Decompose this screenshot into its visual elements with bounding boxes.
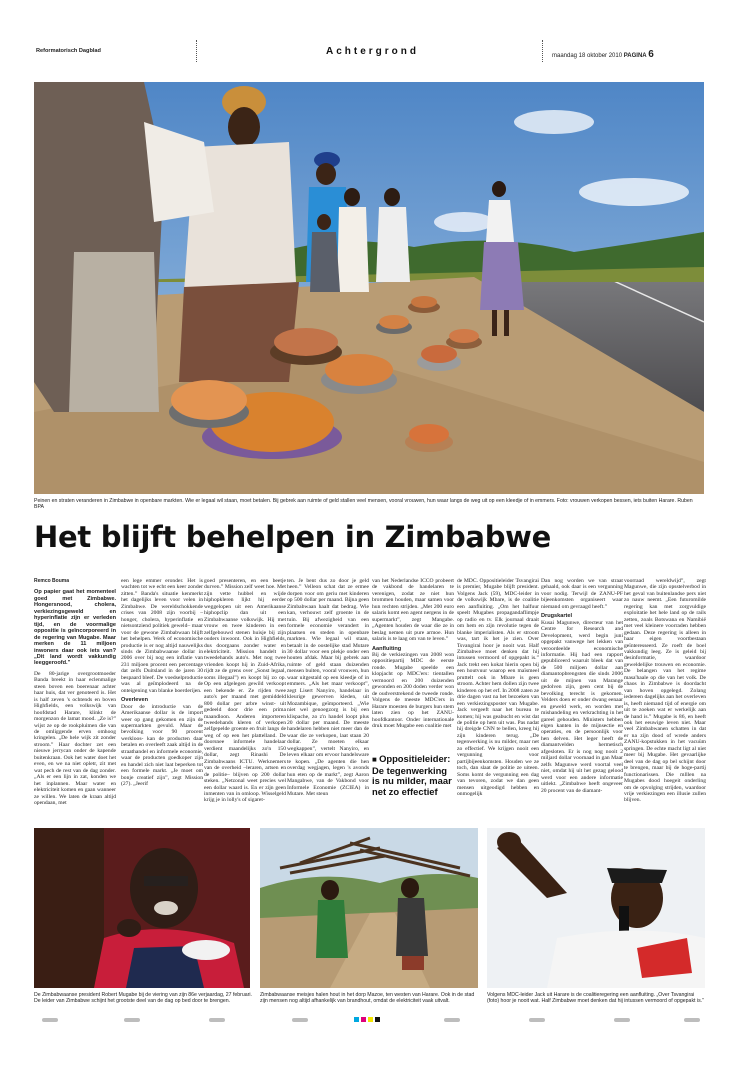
pull-quote-marker: ■ (372, 755, 380, 764)
article-headline: Het blijft behelpen in Zimbabwe (34, 520, 552, 554)
photo-firewood-caption: Zimbabwaanse meisjes halen hout in het dorp Mazoe, ten westen van Harare. Ook in de stad zijn mensen nog altijd afhankelijk van brandhout, omdat de elektriciteit vaak uitvalt. (260, 992, 475, 1005)
firewood-girls-illustration (260, 828, 478, 988)
article-column-2 (121, 578, 203, 810)
reg-mark (614, 1018, 630, 1022)
photo-mugabe-caption: De Zimbabwaanse president Robert Mugabe bij de viering van zijn 86e verjaardag, 27 februari. De leider van Zimbabwe schijnt het grootste deel van de dag op bed door te brengen. (34, 992, 252, 1005)
article-byline: Remco Bouma (34, 578, 70, 584)
article-lead: Op papier gaat het momenteel goed met Zimbabwe. Hongersnood, cholera, verkiezingsgeweld en hyperinflatie zijn er verleden tijd, en de voormalige oppositie is geïncorporeerd in de regering van Mugabe. Maar merken de 11 miljoen inwoners daar ook iets van? „Dit land wordt vakkundig leeggeroofd.” (34, 589, 116, 667)
date-text: maandag 18 oktober 2010 (552, 53, 623, 59)
section-title: Achtergrond (326, 46, 419, 57)
reg-mark (444, 1018, 460, 1022)
reg-mark (124, 1018, 140, 1022)
photo-tsvangirai (487, 828, 705, 988)
photo-firewood (260, 828, 478, 988)
article-text: een lege emmer eronder. Het is wachten tot we echt een keer zonder zitten.” Banda's situatie kenmerkt het dagelijks leven voor velen in Zimbabwe. De wereldschokkende crises van 2008 zijn voorbij –honger, cholera, hyperinflatie en nietsontziend politiek geweld– maar voor de gewone Zimbabwaan blijft het behelpen. Werk of economische productie is er nog altijd nauwelijks sinds de Zimbabwaanse dollar in 2006 over bij nog een inflatie van 231 miljoen procent een percentage dat zelfs Duitsland in de jaren 30 bespaard bleef. De voedselproductie was al geïmplodeerd na de onteigening van blanke boerderijen. (121, 578, 203, 694)
article-column-3 (204, 578, 286, 810)
photo-mugabe (34, 828, 250, 988)
subheading-overleven: Overleven (121, 697, 149, 704)
article-text: De 80-jarige overgrootmoeder Banda breekt in haar eclenmalige steen boven een boerenaar achter haar huis, dat ver genoteerd is. Het is half zeven 's ochtends en boven Highfields, een volkswijk van hoofdstad Harare, klinkt de morgenzon de lamat mood. „Ze is?” wijst ze op de rookpluimen die van de omliggende erven omhoog kringelen. „De hele wijk zit zonder stroom.” Haar dochter zet een nieuwe jerrycan onder de kapende buitenkraan. Ook het water doet het even, en we na niet opletr, zit met wat pech de rest van de dag zonder. „Als er een lijn in zat, konden we het inplannen. Maar water en elektriciteit komen en gaan wanneer ze willen. We laten de kraan altijd opendaan, met (34, 670, 116, 806)
reg-mark (684, 1018, 700, 1022)
color-patch-black (375, 1017, 380, 1022)
subheading-drugskartel: Drugskartel (541, 613, 573, 620)
subheading-aanfluiting: Aanfluiting (372, 645, 402, 652)
masthead-divider (196, 40, 198, 62)
reg-mark (42, 1018, 58, 1022)
pull-quote-text: Oppositieleider: De tegenwerking is nu milder, maar net zo effectief (372, 753, 452, 797)
reg-mark (529, 1018, 545, 1022)
main-photo (34, 82, 704, 494)
article-column-1 (34, 578, 116, 810)
article-text: voorraad wereldwijd”, zegt Magunwe, die zijn opsstelverbod in het geval van buitenlandse pers niet zo nauw neemt. „Een futuromilde regering kan met zorgvuldige exploitatie het hele land op de rails zetten, zoals Botswana en Namibië met veel kleinere voorraden hebben gedaan. Deze regering is alleen in haar eigen voortbestaan geïnteresseerd. Ze roeft de boel vakkundig leeg. Ze is geleid bij desinformatie, waardoor geweldelijke trouwen en economie. De belangen van het regime masa'haale op die van het volk. De chaos in Zimbabwe is doordacht van hoven opgelegd. Zolang iedereen dagelijks aan het overleven is, heeft niemand tijd of energie om uit te zoeken wat er werkelijk aan de hand is.” Mugabe is 86, en heeft ook het eeuwige leven niet. Maar veel Zimbabwanen schatten in dat er na zijn dood of wrede anders ZANU-kopstukken in het vacuüm springen. De echte macht ligt al niet meer bij Mugabe. Het gevaarlijke deel van de dag op bel schijnt door te brengen, maar bij de hoge-partij functionarissen. Die mlllen na Mugabes dood hoegeit onderling om de opvolging strijden, waardoor vrije verkiezingen een illusie zullen blijven. (624, 578, 706, 804)
article-text: Door de introductie van de Amerikaanse dollar is de import weer op gang gekomen en zijn de supermarkten gevuld. Maar de bevolking voor 90 procent werkloos- kan de producten daar betalen en overleeft zaak altijd in de straathandel en informele economie, waar de producten goedkoper zijn en handel zich niet laat beperken tot een formele markt. „Je moet om bonje creatief zijn”, zegt Mission (27). „Jeerif (121, 703, 203, 788)
page-number: 6 (648, 49, 654, 60)
color-patch-cyan (354, 1017, 359, 1022)
article-text: de MDC. Oppositieleider Tsvangirai is premier, Mugabe blijft president. Volgens Jack (59), MDC-leider in de volkswijk Mbare, is de coalitie een aanfluiting. „Om het halfuur speelt Mugabes propagandaflimpje op radio en tv. Elk journaal draait om hem en zijn revolutie tegen de blanke imperialisten. Als er stroom was, tart ik het je zien. Over Tsvangirai hoor je nooit wat. Half Zimbabwe moet denken dat hij intussen vermoord of opgepakt is.” Jack trekt een kokat hierin open bij een houtvuur waarop een maïsmeel pruttelt ook in Mbare is geen stroom. Achter hem dollen zijn twee kinderen op het erf. In 2008 zaten ze drie dagen vast na het bezoeken van een verkiezingsposter van Mugabe. Jack vergeeft naar het bureau te komen; hij was geabucht en wist dat de politie op hem uit was. Pas nadat hij dreigde CNN te bellen, kreeg hij zijn kinderen terug. „De tegenwerking is nu milder, maar net zo effectief. We krijgen nooit een vergunning voor partijbijeenkomsten. Houden we ze toch, dan slaat de politie ze uiteen. Soms komt de vergunning een dag van tevoren, zodat we dan geen mensen uitgeodigd hebben en onmogelijk (457, 578, 539, 797)
masthead-divider (542, 40, 544, 62)
article-text: Kusai Magunwe, directeur van het Centre for Research and Development, werd begin juni opgepakt vanwege het lekken van veroordeelde economische informatie. Hij had een rapport gepubliceerd waaruit bleek dat van de 500 miljoen dollar aan diamantopbrengsten die sinds 2006 uit de mijnen van Marange gedolven zijn, geen cent bij de bevolking terecht is gekomen. Velders doen er onder dwang eenaar en geweld werk, en worden met mishandeling en verkrachting in het gareel gehouden. Ministers hebben eigen kanten in de mijnsectie en operaties, en de persoonlijk voor hen delven. Het leger heeft de diamantvelden hermetisch afgesloten. Er is nog nog nooit 2 miljard dollar voornaad in gan Maar zelfs Magunwe werd voortal veel niet, omdat hij uit het gezag gelood werd voor een andere informatie uitlekt. „Zimbabwe heeft ongeveer 20 procent van de diamant- (541, 619, 623, 794)
article-column-7 (541, 578, 623, 810)
article-text: Bij de verkiezingen van 2008 won oppositiepartij MDC de eerste ronde. Mugabe speelde een klopjacht op MDC'ers: tientallen vermoord en 200 duizenden gewonden en 200 doden verder won de oudverstrekend de tweede ronde. Volgens de meeste MDC'ers in Harare moesten de burgers hun stem laten zien op het ZANU-hoofdkantoor. Onder internationale druk moet Mugabe een coalitie met (372, 651, 454, 729)
article-column-5 (372, 578, 454, 748)
article-text: van het Nederlandse ICCO probeert de vakbond de handelaren te verenigen, zodat ze niet hun brommen houden, maar samen voor hun rechten strijden. „Met 200 euro salaris komt een agent nergens in de supermarkt”, zegt Mangabe. „Agenten houden de waar die ze in beslag nemen uit pure armoe. Hun salaris is te laag om van te leven.” (372, 578, 454, 643)
tsvangirai-illustration (487, 828, 705, 988)
article-column-8 (624, 578, 706, 810)
masthead-date (552, 49, 654, 60)
photo-tsvangirai-caption: Volgens MDC-leider Jack uit Harare is de coalitieregering een aanfluiting. „Over Tsvangirai (foto) hoor je nooit wat. Half Zimbabwe moet denken dat hij intussen vermoord of opgepakt is.” (487, 992, 704, 1005)
masthead-paper-name: Reformatorisch Dagblad (36, 48, 101, 54)
color-patch-magenta (361, 1017, 366, 1022)
main-photo-caption: Peinen en straten veranderen in Zimbabwe in openbare markten. Wie er legaal wil staan, moet betalen. Bij gebrek aan ruimte of geld stallen veel mensen, vooral vrouwen, hun waar langs de weg uit op een kleedje of in emmers. Foto: vrouwen verkopen bessen, iets buiten Harare. Ruben BPA (34, 498, 693, 511)
article-text: ten. Je bent dus zo door je geld heen.” Velleon schat dat ze ermee dorpen voor om geriu met kinderen op 500 dollar per maand. Bijna geen Zimbabwaan haalt dat bedrag. Wie kan, verhouwt zelf groente in de tuin. Bij afwezigheid van een formele economie verandert in plaatsen en steden in openbare markten. Wie legaal wil staan, betaalt in de oostelijke stad Mutare 30 dollar voor een plekje onder een houten afdak. Maar bij gebrek aan ruimte of geld staan duizenden mensen buiten, vooral vrouwen, hun waar uitgestald op een kleedje of in emmers. „Als het maar verkoopt”, zegt Lisert Nanyiro, handelaar in kleurige gewerven kleden, uit Mozambique, geïmporteerd. „Wie niet wel genoegzorg is bij een klispache, zo z'n handel loopt plus 20 dollar per maand. De meeste handelaren hebben niet meer dan de waar die ze verkopen, laat staan 20 dollar. Ze moeten elkaar wegkappen”, vertelt Nanyiro, en leven elkaar om ervoor handelsware te kopen. „De agenten die hen overdag wegjagen, legen 's avonds hun eten op de markt”, zegt Aaron Mangabwe, van de Vakbond voor Informele Economie (ZCIEA) in Mutare. Met steun (287, 578, 369, 797)
article-column-6 (457, 578, 539, 810)
article-text: goed presenteren, en een beetje durven.” Mission zelf weet hoe. Met zijn vette hubbel en wijde hiphopkleren lijkt hij eerder weggelopen uit een Amerikaanse hiphopclip dan uit een Zimbabwaanse volkswijk. Hij met vrouw en twee kinderen in een zelfgebouwd stenen huisje bij zijn ouders inwoont. Ook in Highfields, dus doorgaans zonder water en elektriciteit. Mission handelt in tweedehands auto's. Met nog twee vrienden koopt hij in Zuid-Afrika, rijdt ze de grens over „Sonst legaal, soms illegaal”) en koopt bij zo op. Op een afgelegen gewild verkoopt een bekende er. Ze rijden twee auto's per maand met gemiddeld 800 dollar per arbre winst- uit gedeeld door drie een prima maandloon. Anderen importeren tweedehands kleren of verkopen zelfgepelde groente en fruit langs de weg of op een het plattelland. De doorsnee informele handelaar verdient maandelijks zo'n 150 dollar, zegt Rinashi De Zimbabwaans ICTU. Werknemers van de overheid –leraren, artsen en de politie– blijven op 200 dollar steken. „Netzonal weet precies wel een dollar waard is. En er zijn geen inmenten van in omloop. Wisselgeld krijg je in lolly's of sigaret- (204, 578, 286, 804)
registration-bar (34, 1016, 704, 1023)
pull-quote (372, 754, 456, 797)
page-label: PAGINA (623, 53, 647, 59)
market-women-illustration (34, 82, 704, 494)
article-column-4 (287, 578, 369, 810)
article-text: Dan nog worden we van straat gehaald, ook daar is een vergunning voor nodig. Terwijl de ZANU-PF bijeenkomsten organiseert waar niemand om gevraagd heeft.” (541, 578, 623, 610)
color-patch-yellow (368, 1017, 373, 1022)
mugabe-illustration (34, 828, 250, 988)
reg-mark (209, 1018, 225, 1022)
reg-mark (292, 1018, 308, 1022)
